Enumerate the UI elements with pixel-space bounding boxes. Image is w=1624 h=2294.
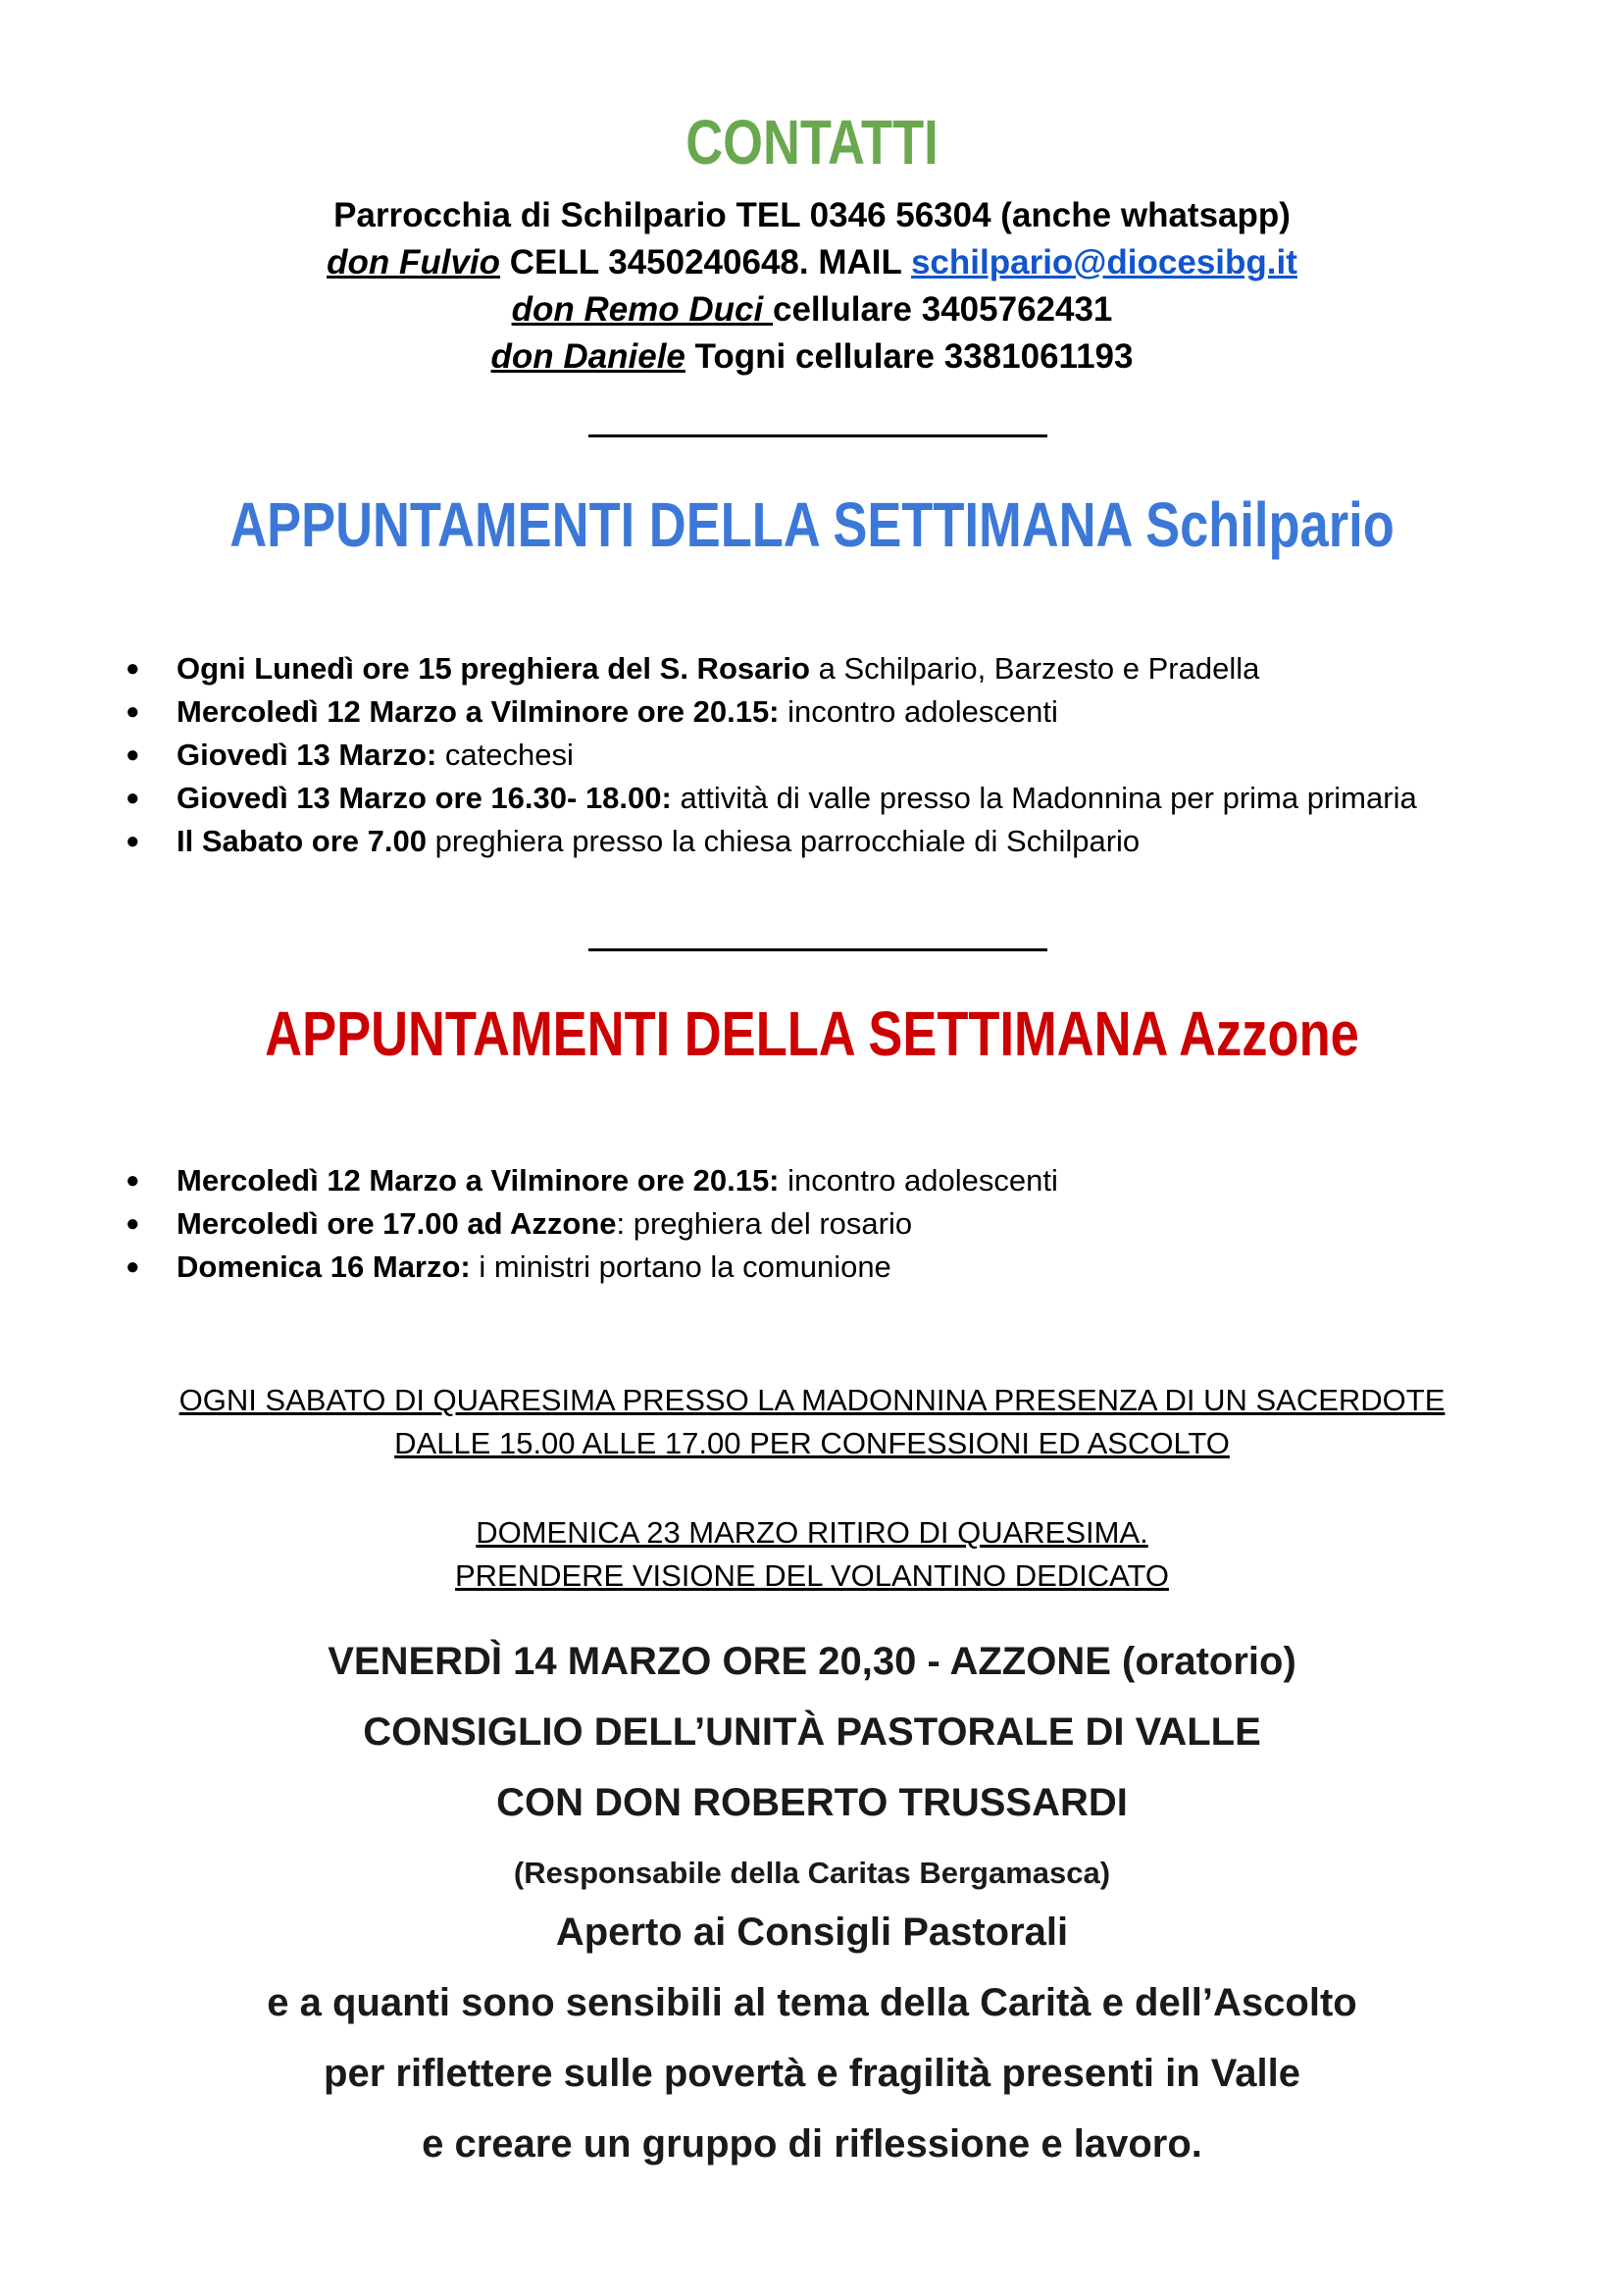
bullet-icon: ●	[126, 828, 140, 854]
contact-fulvio-line	[0, 243, 1624, 282]
list-item	[126, 820, 1417, 863]
bullet-icon: ●	[126, 1167, 140, 1194]
event-purpose-line: per riflettere sulle povertà e fragilità presenti in Valle	[324, 2052, 1300, 2095]
list-item	[126, 1202, 1058, 1246]
bullet-icon: ●	[126, 785, 140, 811]
bullet-icon: ●	[126, 741, 140, 768]
item-text: i ministri portano la comunione	[470, 1249, 891, 1284]
bullet-icon: ●	[126, 1253, 140, 1280]
contact-daniele-line	[0, 337, 1624, 377]
list-item	[126, 734, 1417, 777]
list-item	[126, 647, 1417, 690]
contact-remo-phone: cellulare 3405762431	[772, 290, 1113, 329]
item-text: a Schilpario, Barzesto e Pradella	[809, 651, 1260, 686]
item-bold: Ogni Lunedì ore 15 preghiera del S. Rosario	[177, 651, 810, 686]
event-audience-line: Aperto ai Consigli Pastorali	[555, 1911, 1069, 1954]
event-speaker-line: CON DON ROBERTO TRUSSARDI	[496, 1781, 1128, 1824]
item-bold: Mercoledì ore 17.00 ad Azzone	[177, 1206, 617, 1241]
section-divider	[588, 948, 1047, 951]
item-bold: Il Sabato ore 7.00	[177, 824, 427, 858]
list-item	[126, 777, 1417, 820]
email-link[interactable]: schilpario@diocesibg.it	[910, 243, 1297, 281]
event-title-line: CONSIGLIO DELL’UNITÀ PASTORALE DI VALLE	[363, 1710, 1261, 1754]
ritiro-notice-line-2: PRENDERE VISIONE DEL VOLANTINO DEDICATO	[454, 1558, 1170, 1593]
contact-remo-name: don Remo Duci	[511, 290, 773, 329]
item-text: incontro adolescenti	[779, 694, 1058, 729]
event-purpose-line-2: e creare un gruppo di riflessione e lavoro.	[422, 2122, 1202, 2166]
azzone-list	[126, 1159, 1058, 1289]
list-item	[126, 1246, 1058, 1289]
contact-parish-line: Parrocchia di Schilpario TEL 0346 56304 (anche whatsapp)	[333, 196, 1291, 234]
event-audience-line-2: e a quanti sono sensibili al tema della Carità e dell’Ascolto	[267, 1981, 1357, 2024]
quaresima-notice-line-1: OGNI SABATO DI QUARESIMA PRESSO LA MADONNINA PRESENZA DI UN SACERDOTE	[178, 1383, 1446, 1417]
azzone-heading: APPUNTAMENTI DELLA SETTIMANA Azzone	[265, 998, 1359, 1069]
item-text: attività di valle presso la Madonnina per prima primaria	[671, 781, 1417, 815]
contact-daniele-name: don Daniele	[490, 337, 685, 376]
contact-daniele-phone: Togni cellulare 3381061193	[685, 337, 1134, 376]
item-bold: Mercoledì 12 Marzo a Vilminore ore 20.15:	[177, 694, 780, 729]
contact-fulvio-name: don Fulvio	[327, 243, 501, 281]
item-text: catechesi	[436, 738, 574, 772]
schilpario-list	[126, 647, 1417, 863]
contatti-heading: CONTATTI	[685, 107, 939, 178]
event-date-line: VENERDÌ 14 MARZO ORE 20,30 - AZZONE (oratorio)	[328, 1640, 1296, 1683]
ritiro-notice-line-1: DOMENICA 23 MARZO RITIRO DI QUARESIMA.	[476, 1515, 1148, 1550]
item-bold: Domenica 16 Marzo:	[177, 1249, 471, 1284]
bullet-icon: ●	[126, 1210, 140, 1237]
list-item	[126, 690, 1417, 734]
list-item	[126, 1159, 1058, 1202]
contact-remo-line	[0, 290, 1624, 330]
event-speaker-role: (Responsabile della Caritas Bergamasca)	[513, 1856, 1111, 1890]
schilpario-heading: APPUNTAMENTI DELLA SETTIMANA Schilpario	[229, 489, 1395, 560]
section-divider	[588, 434, 1047, 437]
item-bold: Giovedì 13 Marzo:	[177, 738, 437, 772]
bullet-icon: ●	[126, 655, 140, 682]
item-bold: Giovedì 13 Marzo ore 16.30- 18.00:	[177, 781, 672, 815]
item-text: : preghiera del rosario	[616, 1206, 913, 1241]
item-bold: Mercoledì 12 Marzo a Vilminore ore 20.15:	[177, 1163, 780, 1198]
quaresima-notice-line-2: DALLE 15.00 ALLE 17.00 PER CONFESSIONI ED ASCOLTO	[394, 1426, 1230, 1460]
item-text: incontro adolescenti	[779, 1163, 1058, 1198]
bullet-icon: ●	[126, 698, 140, 725]
item-text: preghiera presso la chiesa parrocchiale di Schilpario	[427, 824, 1141, 858]
contact-fulvio-phone: CELL 3450240648. MAIL	[500, 243, 911, 281]
